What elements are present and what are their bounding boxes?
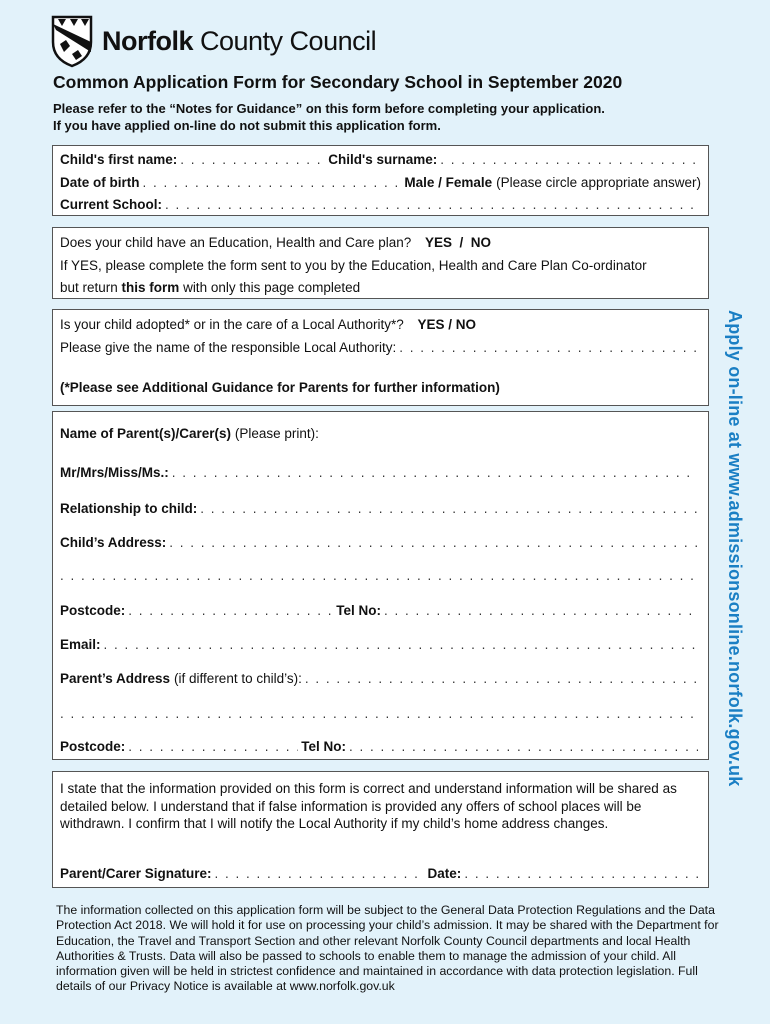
intro-text: Please refer to the “Notes for Guidance” on this form before completing your application. If you have applied on-line do not submit this application form. <box>53 101 605 133</box>
adopted-yes-no[interactable]: YES / NO <box>417 317 476 332</box>
gender-options[interactable]: Male / Female <box>404 175 493 190</box>
dob-field[interactable] <box>143 175 402 190</box>
child-surname-field[interactable] <box>440 152 698 167</box>
postcode-field[interactable] <box>128 603 333 618</box>
child-address-field-line2[interactable] <box>60 568 698 583</box>
apply-online-link[interactable]: Apply on-line at www.admissionsonline.norfolk.gov.uk <box>725 310 745 787</box>
child-details-box <box>52 145 709 216</box>
parent-details-box <box>52 411 709 760</box>
relationship-field[interactable] <box>200 501 698 516</box>
postcode2-label: Postcode: <box>60 739 126 754</box>
adopted-guidance-note: (*Please see Additional Guidance for Parents for further information) <box>60 380 500 395</box>
norfolk-crest-icon <box>50 14 94 68</box>
parent-address-note: (if different to child’s): <box>174 671 302 686</box>
local-authority-label: Please give the name of the responsible Local Authority: <box>60 340 397 355</box>
data-protection-notice: The information collected on this application form will be subject to the General Data Protection Regulations and the Data Protection Act 2018. We will hold it for use on processing your child’s admission. It may be shared with the Department for Education, the Travel and Transport Section and other relevant Norfolk County Council departments and local Health Authorities & Trusts. Data will also be passed to schools to enable them to manage the admission of your child. All information given will be held in strictest confidence and maintained in accordance with data protection legislation. Full details of our Privacy Notice is available at www.norfolk.gov.uk <box>56 903 719 994</box>
adopted-question: Is your child adopted* or in the care of a Local Authority*? <box>60 317 404 332</box>
parent-address-field[interactable] <box>305 671 698 686</box>
ehc-instruction: If YES, please complete the form sent to you by the Education, Health and Care Plan Co-ordinator <box>60 258 647 273</box>
page-header <box>50 12 376 70</box>
email-label: Email: <box>60 637 101 652</box>
tel-field[interactable] <box>384 603 698 618</box>
tel-label: Tel No: <box>336 603 382 618</box>
form-title: Common Application Form for Secondary School in September 2020 <box>53 72 623 92</box>
declaration-box <box>52 771 709 888</box>
ehc-return-note: but return this form with only this page completed <box>60 280 361 295</box>
parent-name-heading: Name of Parent(s)/Carer(s) (Please print): <box>60 426 319 441</box>
declaration-text: I state that the information provided on this form is correct and understand information will be shared as detailed below. I understand that if false information is provided any offers of school places will be withdrawn. I confirm that I will notify the Local Authority if my child’s home address changes. <box>60 781 677 831</box>
current-school-label: Current School: <box>60 197 163 212</box>
child-first-name-field[interactable] <box>180 152 325 167</box>
postcode-label: Postcode: <box>60 603 126 618</box>
child-address-label: Child’s Address: <box>60 535 167 550</box>
date-label: Date: <box>427 866 462 881</box>
ehc-question: Does your child have an Education, Health and Care plan? <box>60 235 412 250</box>
signature-label: Parent/Carer Signature: <box>60 866 212 881</box>
dob-label: Date of birth <box>60 175 140 190</box>
signature-field[interactable] <box>215 866 425 881</box>
child-first-name-label: Child's first name: <box>60 152 178 167</box>
ehc-plan-box <box>52 227 709 299</box>
ehc-yes-no[interactable]: YES / NO <box>425 235 492 250</box>
current-school-field[interactable] <box>165 197 698 212</box>
parent-address-field-line2[interactable] <box>60 706 698 721</box>
email-field[interactable] <box>104 637 698 652</box>
council-name: Norfolk County Council <box>102 25 377 56</box>
gender-note: (Please circle appropriate answer) <box>496 175 701 190</box>
child-address-field[interactable] <box>169 535 698 550</box>
adopted-box <box>52 309 709 406</box>
relationship-label: Relationship to child: <box>60 501 198 516</box>
parent-address-label: Parent’s Address <box>60 671 171 686</box>
date-field[interactable] <box>464 866 698 881</box>
local-authority-field[interactable] <box>399 340 698 355</box>
postcode2-field[interactable] <box>128 739 298 754</box>
child-surname-label: Child's surname: <box>328 152 438 167</box>
parent-name-field[interactable] <box>172 465 698 480</box>
tel2-field[interactable] <box>349 739 698 754</box>
tel2-label: Tel No: <box>301 739 347 754</box>
title-label: Mr/Mrs/Miss/Ms.: <box>60 465 169 480</box>
